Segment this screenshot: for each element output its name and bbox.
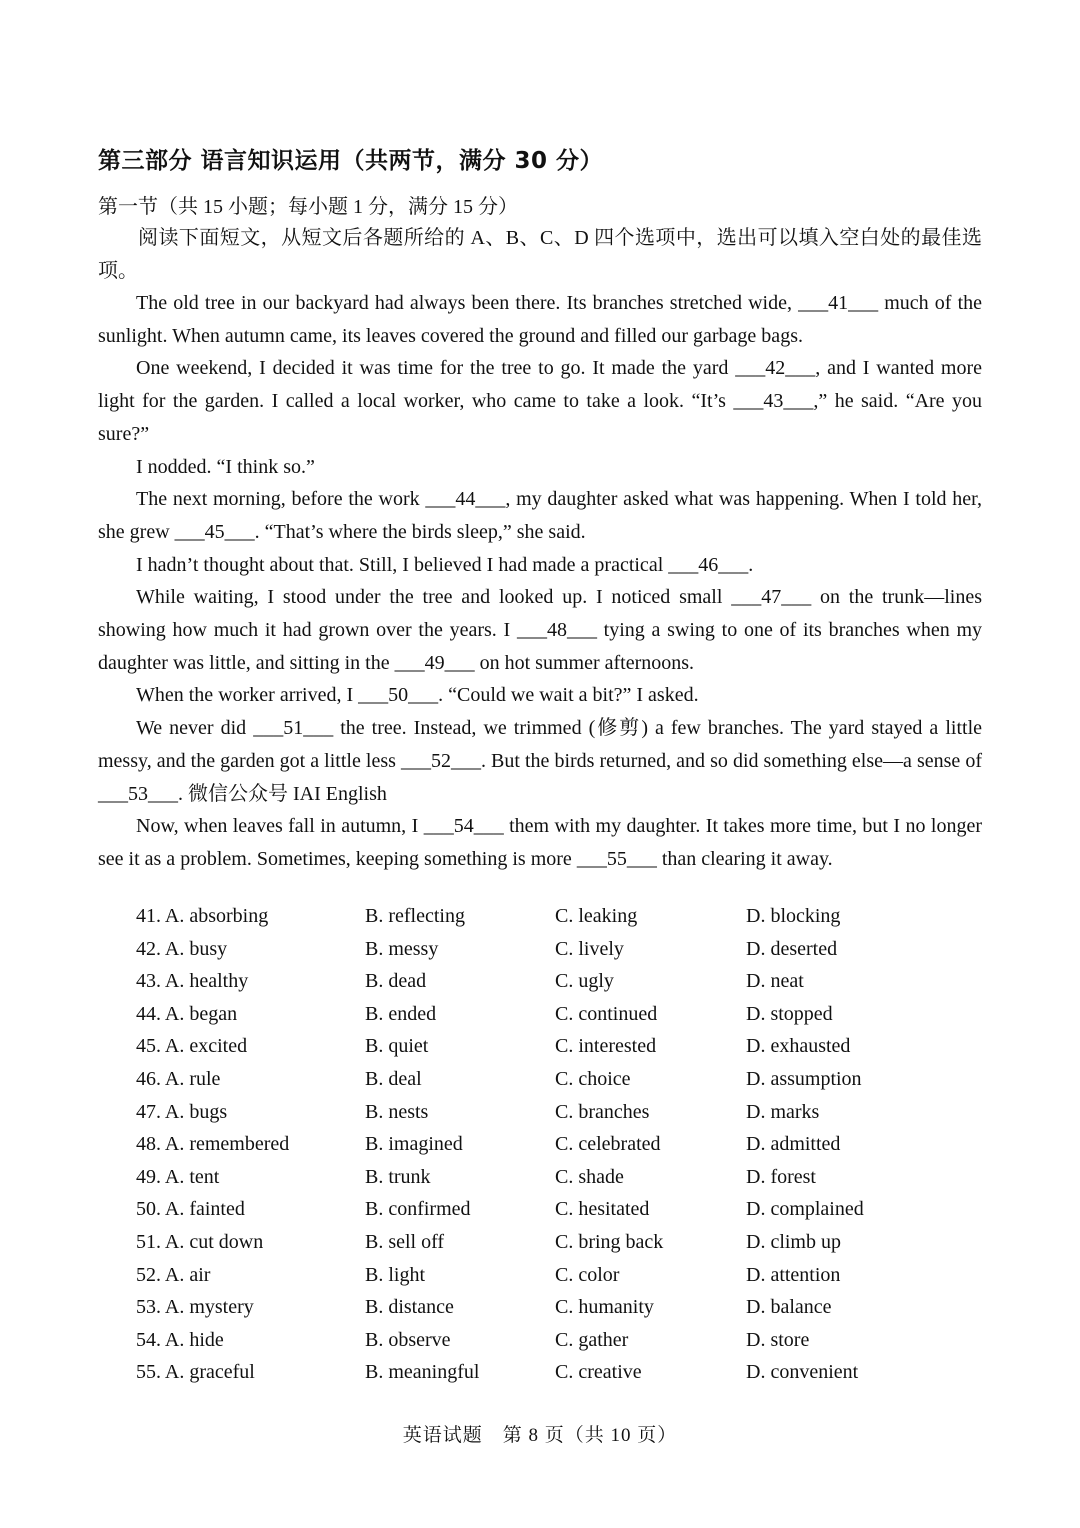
option-d: D. admitted [746, 1133, 841, 1156]
option-a: 50. A. fainted [136, 1198, 245, 1221]
option-c: C. lively [555, 937, 624, 960]
option-d: D. attention [746, 1263, 841, 1286]
answer-options [136, 905, 982, 1394]
option-a: 42. A. busy [136, 937, 228, 960]
text: much of the sunlight. When autumn came, its leaves covered the ground and filled our garbage bags. [98, 292, 983, 347]
paragraph-9 [98, 810, 982, 875]
option-c: C. branches [555, 1100, 650, 1123]
text: The old tree in our backyard had always been there. Its branches stretched wide, [136, 292, 799, 314]
question-52-options [136, 1264, 982, 1297]
option-d: D. deserted [746, 937, 838, 960]
option-a: 46. A. rule [136, 1067, 221, 1090]
option-c: C. celebrated [555, 1133, 661, 1156]
option-b: B. observe [365, 1328, 451, 1351]
option-b: B. meaningful [365, 1361, 480, 1384]
blank-42: ___42___ [735, 357, 816, 380]
paragraph-3 [98, 451, 982, 484]
option-b: B. reflecting [365, 905, 465, 927]
option-d: D. neat [746, 970, 804, 993]
paragraph-6 [98, 581, 982, 679]
option-b: B. distance [365, 1296, 454, 1319]
blank-41: ___41___ [798, 292, 879, 314]
option-a: 54. A. hide [136, 1328, 224, 1351]
section-title: 第三部分 语言知识运用（共两节，满分 30 分） [98, 148, 604, 174]
text: Now, when leaves fall in autumn, I [136, 815, 424, 838]
option-b: B. dead [365, 970, 427, 993]
paragraph-5 [98, 549, 982, 582]
option-a: 53. A. mystery [136, 1296, 254, 1319]
option-b: B. nests [365, 1100, 429, 1123]
option-d: D. exhausted [746, 1035, 851, 1058]
question-50-options [136, 1198, 982, 1231]
option-b: B. sell off [365, 1230, 445, 1253]
option-c: C. shade [555, 1165, 624, 1188]
blank-46: ___46___ [668, 553, 749, 576]
option-a: 45. A. excited [136, 1035, 248, 1058]
directions: 阅读下面短文，从短文后各题所给的 A、B、C、D 四个选项中，选出可以填入空白处的最佳选项。 [98, 227, 982, 282]
option-c: C. hesitated [555, 1198, 650, 1221]
blank-50: ___50___ [358, 684, 439, 707]
option-b: B. imagined [365, 1133, 463, 1156]
option-c: C. ugly [555, 970, 614, 993]
paragraph-8 [98, 712, 982, 810]
paragraph-2 [98, 352, 982, 450]
option-d: D. complained [746, 1198, 864, 1221]
option-b: B. quiet [365, 1035, 429, 1058]
paragraph-4 [98, 483, 982, 548]
question-46-options [136, 1068, 982, 1101]
option-d: D. forest [746, 1165, 816, 1188]
blank-55: ___55___ [576, 847, 657, 870]
cloze-passage [98, 287, 982, 876]
option-c: C. humanity [555, 1296, 654, 1319]
text: . “That’s where the birds sleep,” she said. [254, 520, 586, 543]
question-47-options [136, 1101, 982, 1134]
option-a: 55. A. graceful [136, 1361, 255, 1384]
option-a: 49. A. tent [136, 1165, 220, 1188]
blank-51: ___51___ [253, 717, 334, 740]
option-c: C. color [555, 1263, 620, 1286]
text: the tree. Instead, we trimmed (修剪) a few branches. The yard stayed a little messy, and the garden got a little less [98, 717, 982, 772]
question-44-options [136, 1003, 982, 1036]
blank-48: ___48___ [516, 619, 597, 642]
text: The next morning, before the work [136, 488, 426, 511]
option-b: B. deal [365, 1067, 422, 1090]
question-43-options [136, 970, 982, 1003]
option-b: B. ended [365, 1002, 437, 1025]
question-51-options [136, 1231, 982, 1264]
text: . But the birds returned, and so did something else—a sense of [480, 749, 982, 772]
option-b: B. confirmed [365, 1198, 471, 1221]
option-c: C. bring back [555, 1230, 664, 1253]
blank-52: ___52___ [400, 749, 481, 772]
option-b: B. light [365, 1263, 426, 1286]
option-d: D. marks [746, 1100, 820, 1123]
blank-44: ___44___ [425, 488, 506, 511]
question-49-options [136, 1166, 982, 1199]
blank-43: ___43___ [733, 390, 814, 413]
text: them with my daughter. It takes more time, but I no longer see it as a problem. Sometimes, keeping something is more [98, 815, 982, 870]
text: ,” he said. “Are you sure?” [98, 390, 982, 445]
question-42-options [136, 938, 982, 971]
blank-53: ___53___ [98, 782, 178, 805]
question-48-options [136, 1133, 982, 1166]
question-45-options [136, 1035, 982, 1068]
option-a: 44. A. began [136, 1002, 238, 1025]
question-41-options [136, 905, 982, 938]
option-c: C. creative [555, 1361, 642, 1384]
option-c: C. interested [555, 1035, 657, 1058]
option-c: C. leaking [555, 905, 638, 927]
text: . [748, 553, 754, 576]
option-d: D. assumption [746, 1067, 862, 1090]
question-53-options [136, 1296, 982, 1329]
question-55-options [136, 1361, 982, 1394]
option-d: D. store [746, 1328, 810, 1351]
sub-title: 第一节（共 15 小题；每小题 1 分，满分 15 分） [98, 196, 518, 218]
option-d: D. climb up [746, 1230, 841, 1253]
text: . “Could we wait a bit?” I asked. [438, 684, 699, 707]
option-a: 43. A. healthy [136, 970, 249, 993]
blank-49: ___49___ [394, 651, 475, 674]
option-b: B. trunk [365, 1165, 431, 1188]
text: When the worker arrived, I [136, 684, 359, 707]
text: than clearing it away. [656, 847, 833, 870]
option-c: C. choice [555, 1067, 631, 1090]
text: One weekend, I decided it was time for the tree to go. It made the yard [136, 357, 736, 380]
option-d: D. blocking [746, 905, 841, 927]
paragraph-7 [98, 679, 982, 712]
blank-47: ___47___ [731, 586, 812, 609]
text: . 微信公众号 IAI English [178, 782, 387, 805]
option-d: D. convenient [746, 1361, 859, 1384]
text: on hot summer afternoons. [474, 651, 695, 674]
option-c: C. gather [555, 1328, 629, 1351]
text: on the trunk—lines showing how much it had grown over the years. I [98, 586, 982, 642]
blank-54: ___54___ [423, 815, 504, 838]
text: While waiting, I stood under the tree and looked up. I noticed small [136, 586, 732, 609]
option-c: C. continued [555, 1002, 658, 1025]
text: tying a swing to one of its branches when my daughter was little, and sitting in the [98, 619, 982, 674]
text: , my daughter asked what was happening. When I told her, she grew [98, 488, 982, 543]
text: , and I wanted more light for the garden. I called a local worker, who came to take a look. “It’s [98, 357, 982, 413]
paragraph-1 [98, 287, 982, 352]
option-a: 52. A. air [136, 1263, 211, 1286]
question-54-options [136, 1329, 982, 1362]
text: I nodded. “I think so.” [136, 455, 315, 478]
page-footer: 英语试题 第 8 页（共 10 页） [402, 1425, 678, 1446]
text: I hadn’t thought about that. Still, I believed I had made a practical [136, 553, 669, 576]
option-a: 47. A. bugs [136, 1100, 228, 1123]
blank-45: ___45___ [174, 520, 255, 543]
option-a: 51. A. cut down [136, 1230, 264, 1253]
option-a: 48. A. remembered [136, 1133, 290, 1156]
text: We never did [136, 717, 254, 740]
option-b: B. messy [365, 937, 439, 960]
option-a: 41. A. absorbing [136, 905, 269, 927]
option-d: D. stopped [746, 1002, 833, 1025]
option-d: D. balance [746, 1296, 832, 1319]
